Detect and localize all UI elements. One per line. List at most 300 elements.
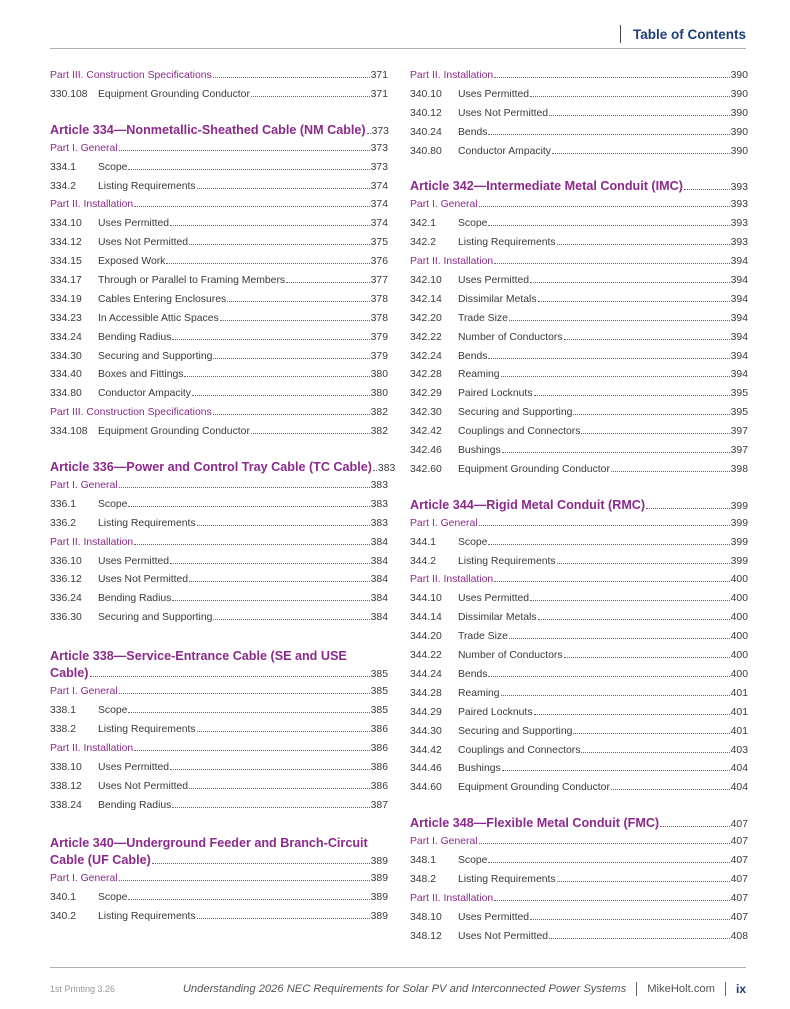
section-number: 340.1 bbox=[50, 892, 77, 904]
page-number-ref: 379 bbox=[370, 350, 388, 362]
entry-title: Conductor Ampacity bbox=[458, 145, 551, 157]
dot-leader bbox=[501, 695, 730, 696]
section-number: 340.12 bbox=[410, 107, 442, 119]
toc-entry[interactable] bbox=[410, 426, 748, 445]
toc-entry[interactable] bbox=[50, 762, 388, 781]
section-number: 344.60 bbox=[410, 782, 442, 794]
entry-title: Bends bbox=[458, 350, 488, 362]
page-number-ref: 377 bbox=[370, 275, 388, 287]
toc-part-entry[interactable] bbox=[50, 537, 388, 556]
toc-part-entry[interactable] bbox=[410, 518, 748, 537]
page-number-ref: 389 bbox=[370, 892, 388, 904]
dot-leader bbox=[134, 544, 369, 545]
toc-entry[interactable] bbox=[410, 688, 748, 707]
page-number-ref: 373 bbox=[371, 125, 389, 137]
toc-entry[interactable] bbox=[50, 556, 388, 575]
section-number: 342.14 bbox=[410, 293, 442, 305]
toc-entry[interactable] bbox=[410, 612, 748, 631]
toc-entry[interactable] bbox=[50, 593, 388, 612]
section-number: 334.40 bbox=[50, 369, 82, 381]
entry-title: Equipment Grounding Conductor bbox=[98, 426, 250, 438]
dot-leader bbox=[184, 376, 369, 377]
page-number-ref: 387 bbox=[370, 799, 388, 811]
entry-title: Listing Requirements bbox=[98, 517, 196, 529]
section-number: 342.24 bbox=[410, 350, 442, 362]
entry-title: Part I. General bbox=[410, 836, 478, 848]
entry-title: Dissimilar Metals bbox=[458, 293, 537, 305]
page-number-ref: 383 bbox=[370, 498, 388, 510]
header-rule bbox=[50, 48, 746, 49]
toc-entry[interactable] bbox=[50, 892, 388, 911]
dot-leader bbox=[119, 693, 370, 694]
toc-entry[interactable] bbox=[410, 669, 748, 688]
toc-entry[interactable] bbox=[50, 313, 388, 332]
dot-leader bbox=[172, 807, 369, 808]
toc-entry[interactable] bbox=[410, 745, 748, 764]
entry-title: Part II. Installation bbox=[50, 742, 134, 754]
page-number-ref: 378 bbox=[370, 312, 388, 324]
dot-leader bbox=[479, 843, 730, 844]
toc-entry[interactable] bbox=[50, 275, 388, 294]
toc-entry[interactable] bbox=[410, 127, 748, 146]
page-number-ref: 404 bbox=[730, 782, 748, 794]
dot-leader bbox=[611, 789, 730, 790]
toc-entry[interactable] bbox=[50, 256, 388, 275]
entry-title: Part II. Installation bbox=[410, 70, 494, 81]
toc-article-entry[interactable] bbox=[410, 498, 748, 518]
entry-title: Scope bbox=[98, 498, 128, 510]
dot-leader bbox=[581, 752, 729, 753]
page-number-ref: 398 bbox=[730, 463, 748, 475]
page-number-ref: 386 bbox=[370, 761, 388, 773]
section-number: 344.10 bbox=[410, 593, 442, 605]
dot-leader bbox=[530, 600, 730, 601]
page-number-ref: 400 bbox=[730, 612, 748, 624]
page-number-ref: 373 bbox=[370, 142, 388, 154]
toc-entry[interactable] bbox=[410, 537, 748, 556]
dot-leader bbox=[494, 77, 729, 78]
entry-title: Uses Not Permitted bbox=[458, 107, 549, 119]
entry-title: Reaming bbox=[458, 687, 500, 699]
entry-title: Scope bbox=[98, 705, 128, 717]
toc-entry[interactable] bbox=[410, 593, 748, 612]
toc-entry[interactable] bbox=[410, 763, 748, 782]
section-number: 340.80 bbox=[410, 145, 442, 157]
dot-leader bbox=[197, 188, 370, 189]
dot-leader bbox=[494, 581, 729, 582]
entry-title: Uses Permitted bbox=[458, 911, 530, 923]
toc-entry[interactable] bbox=[410, 726, 748, 745]
page-number-ref: 394 bbox=[730, 275, 748, 287]
toc-entry[interactable] bbox=[410, 874, 748, 893]
toc-entry[interactable] bbox=[410, 369, 748, 388]
entry-title: Paired Locknuts bbox=[458, 388, 533, 400]
page-header bbox=[620, 24, 746, 44]
entry-title: Bends bbox=[458, 668, 488, 680]
page-number-ref: 376 bbox=[370, 256, 388, 268]
toc-entry[interactable] bbox=[410, 407, 748, 426]
toc-part-entry[interactable] bbox=[410, 893, 748, 912]
page-number-ref: 386 bbox=[370, 723, 388, 735]
dot-leader bbox=[573, 733, 729, 734]
section-number: 334.1 bbox=[50, 161, 77, 173]
page-number-ref: 379 bbox=[370, 331, 388, 343]
toc-entry[interactable] bbox=[410, 218, 748, 237]
toc-entry[interactable] bbox=[410, 108, 748, 127]
page-number-ref: 386 bbox=[370, 780, 388, 792]
section-number: 342.1 bbox=[410, 218, 437, 230]
page-number-ref: 407 bbox=[730, 819, 748, 831]
toc-entry[interactable] bbox=[410, 237, 748, 256]
toc-entry[interactable] bbox=[50, 89, 388, 108]
section-number: 342.60 bbox=[410, 463, 442, 475]
dot-leader bbox=[538, 619, 730, 620]
section-number: 344.28 bbox=[410, 687, 442, 699]
section-number: 336.2 bbox=[50, 517, 77, 529]
toc-entry[interactable] bbox=[50, 332, 388, 351]
dot-leader bbox=[479, 206, 730, 207]
section-number: 344.42 bbox=[410, 744, 442, 756]
section-number: 340.24 bbox=[410, 126, 442, 138]
dot-leader bbox=[479, 525, 730, 526]
footer-divider bbox=[636, 982, 637, 996]
section-number: 334.23 bbox=[50, 312, 82, 324]
toc-entry[interactable] bbox=[50, 518, 388, 537]
section-number: 348.1 bbox=[410, 855, 437, 867]
dot-leader bbox=[189, 244, 370, 245]
section-gap bbox=[410, 483, 748, 498]
toc-entry[interactable] bbox=[410, 313, 748, 332]
article-heading-line: Article 338—Service-Entrance Cable (SE and USE bbox=[50, 649, 347, 664]
section-number: 344.30 bbox=[410, 725, 442, 737]
dot-leader bbox=[530, 282, 730, 283]
section-number: 336.1 bbox=[50, 498, 77, 510]
toc-entry[interactable] bbox=[410, 464, 748, 483]
toc-article-entry[interactable] bbox=[410, 179, 748, 199]
page-number-ref: 407 bbox=[730, 873, 748, 885]
toc-part-entry[interactable] bbox=[410, 836, 748, 855]
entry-title: Equipment Grounding Conductor bbox=[458, 463, 610, 475]
entry-title: Listing Requirements bbox=[458, 873, 556, 885]
section-number: 348.2 bbox=[410, 873, 437, 885]
page-number-ref: 385 bbox=[370, 686, 388, 698]
dot-leader bbox=[573, 414, 729, 415]
toc-entry[interactable] bbox=[50, 499, 388, 518]
entry-title: Listing Requirements bbox=[458, 237, 556, 249]
entry-title: Part II. Installation bbox=[410, 256, 494, 268]
entry-title: Uses Permitted bbox=[458, 593, 530, 605]
toc-article-entry[interactable] bbox=[50, 853, 388, 873]
page-number-ref: 375 bbox=[370, 237, 388, 249]
page-number-ref: 384 bbox=[370, 612, 388, 624]
page-number-ref: 385 bbox=[370, 669, 388, 681]
website-link[interactable]: MikeHolt.com bbox=[647, 983, 715, 995]
toc-article-entry[interactable] bbox=[50, 123, 388, 143]
toc-entry[interactable] bbox=[50, 705, 388, 724]
entry-title: Part II. Installation bbox=[410, 892, 494, 904]
toc-entry[interactable] bbox=[410, 556, 748, 575]
page-number: ix bbox=[735, 982, 746, 996]
entry-title: Bushings bbox=[458, 763, 501, 775]
toc-part-entry[interactable] bbox=[50, 873, 388, 892]
entry-title: Securing and Supporting bbox=[458, 725, 573, 737]
toc-entry[interactable] bbox=[50, 781, 388, 800]
dot-leader bbox=[152, 863, 370, 864]
toc-entry[interactable] bbox=[410, 146, 748, 165]
section-number: 342.2 bbox=[410, 237, 437, 249]
page-number-ref: 401 bbox=[730, 687, 748, 699]
dot-leader bbox=[373, 470, 377, 471]
toc-article-entry[interactable] bbox=[410, 816, 748, 836]
toc-part-entry[interactable] bbox=[410, 574, 748, 593]
footer-divider bbox=[725, 982, 726, 996]
toc-entry[interactable] bbox=[410, 294, 748, 313]
dot-leader bbox=[581, 433, 729, 434]
dot-leader bbox=[502, 452, 730, 453]
toc-entry[interactable] bbox=[50, 574, 388, 593]
page-number-ref: 393 bbox=[730, 218, 748, 230]
page-number-ref: 393 bbox=[730, 237, 748, 249]
section-gap bbox=[50, 445, 388, 460]
page-number-ref: 389 bbox=[370, 873, 388, 885]
toc-entry[interactable] bbox=[50, 911, 388, 930]
dot-leader bbox=[494, 263, 729, 264]
entry-title: Uses Not Permitted bbox=[458, 930, 549, 942]
entry-title: Part I. General bbox=[410, 517, 478, 529]
toc-entry[interactable] bbox=[50, 388, 388, 407]
page-number-ref: 397 bbox=[730, 445, 748, 457]
dot-leader bbox=[170, 225, 370, 226]
toc-entry[interactable] bbox=[50, 237, 388, 256]
page-number-ref: 393 bbox=[730, 182, 748, 194]
entry-title: Bending Radius bbox=[98, 331, 172, 343]
toc-article-entry[interactable] bbox=[50, 666, 388, 686]
toc-part-entry[interactable] bbox=[50, 686, 388, 705]
entry-title: Uses Permitted bbox=[458, 275, 530, 287]
section-number: 344.29 bbox=[410, 706, 442, 718]
toc-entry[interactable] bbox=[50, 426, 388, 445]
page-number-ref: 404 bbox=[730, 763, 748, 775]
dot-leader bbox=[286, 282, 370, 283]
page-number-ref: 390 bbox=[730, 145, 748, 157]
toc-part-entry[interactable] bbox=[50, 480, 388, 499]
dot-leader bbox=[119, 880, 370, 881]
dot-leader bbox=[488, 676, 729, 677]
page-number-ref: 371 bbox=[370, 70, 388, 81]
toc-left-column bbox=[50, 70, 396, 930]
dot-leader bbox=[549, 938, 730, 939]
toc-entry[interactable] bbox=[410, 275, 748, 294]
toc-part-entry[interactable] bbox=[410, 256, 748, 275]
section-number: 348.12 bbox=[410, 930, 442, 942]
dot-leader bbox=[251, 96, 370, 97]
page-number-ref: 400 bbox=[730, 574, 748, 586]
entry-title: Bending Radius bbox=[98, 593, 172, 605]
page-number-ref: 380 bbox=[370, 388, 388, 400]
toc-entry[interactable] bbox=[50, 612, 388, 631]
section-number: 338.1 bbox=[50, 705, 77, 717]
dot-leader bbox=[213, 619, 369, 620]
dot-leader bbox=[534, 395, 730, 396]
dot-leader bbox=[564, 657, 730, 658]
toc-entry[interactable] bbox=[50, 369, 388, 388]
page-footer bbox=[50, 980, 746, 998]
page-number-ref: 374 bbox=[370, 180, 388, 192]
toc-entry[interactable] bbox=[410, 912, 748, 931]
toc-entry[interactable] bbox=[410, 650, 748, 669]
dot-leader bbox=[119, 150, 370, 151]
section-number: 334.108 bbox=[50, 426, 88, 438]
toc-part-entry[interactable] bbox=[50, 143, 388, 162]
toc-entry[interactable] bbox=[50, 181, 388, 200]
page-number-ref: 383 bbox=[377, 463, 396, 475]
entry-title: Part III. Construction Specifications bbox=[50, 407, 212, 419]
entry-title: Part I. General bbox=[50, 686, 118, 698]
page-number-ref: 400 bbox=[730, 593, 748, 605]
entry-title: In Accessible Attic Spaces bbox=[98, 312, 219, 324]
entry-title: Part I. General bbox=[50, 873, 118, 885]
entry-title: Uses Not Permitted bbox=[98, 237, 189, 249]
section-number: 330.108 bbox=[50, 88, 88, 100]
dot-leader bbox=[170, 563, 370, 564]
toc-entry[interactable] bbox=[410, 855, 748, 874]
dot-leader bbox=[488, 134, 729, 135]
dot-leader bbox=[172, 600, 369, 601]
page-number-ref: 395 bbox=[730, 388, 748, 400]
entry-title: Reaming bbox=[458, 369, 500, 381]
entry-title: Uses Permitted bbox=[458, 88, 530, 100]
article-heading-line: Article 340—Underground Feeder and Branch-Circuit bbox=[50, 836, 368, 851]
toc-part-entry[interactable] bbox=[50, 743, 388, 762]
dot-leader bbox=[134, 206, 369, 207]
page-number-ref: 394 bbox=[730, 256, 748, 268]
entry-title: Part I. General bbox=[50, 142, 118, 154]
page-number-ref: 386 bbox=[370, 742, 388, 754]
dot-leader bbox=[501, 376, 730, 377]
dot-leader bbox=[213, 77, 370, 78]
entry-title: Bending Radius bbox=[98, 799, 172, 811]
page-number-ref: 400 bbox=[730, 668, 748, 680]
dot-leader bbox=[213, 414, 370, 415]
dot-leader bbox=[488, 544, 729, 545]
entry-title: Listing Requirements bbox=[98, 723, 196, 735]
section-gap bbox=[50, 108, 388, 123]
section-number: 336.12 bbox=[50, 574, 82, 586]
section-gap bbox=[50, 631, 388, 646]
toc-entry[interactable] bbox=[50, 162, 388, 181]
section-number: 334.30 bbox=[50, 350, 82, 362]
section-number: 342.20 bbox=[410, 312, 442, 324]
dot-leader bbox=[534, 714, 730, 715]
toc-entry[interactable] bbox=[50, 800, 388, 819]
entry-title: Article 348—Flexible Metal Conduit (FMC) bbox=[410, 816, 660, 831]
section-number: 342.22 bbox=[410, 331, 442, 343]
entry-title: Uses Not Permitted bbox=[98, 574, 189, 586]
entry-title: Cable) bbox=[50, 666, 89, 681]
entry-title: Part I. General bbox=[50, 480, 118, 492]
entry-title: Dissimilar Metals bbox=[458, 612, 537, 624]
toc-entry[interactable] bbox=[50, 351, 388, 370]
section-number: 336.24 bbox=[50, 593, 82, 605]
toc-article-entry[interactable] bbox=[50, 460, 396, 480]
entry-title: Listing Requirements bbox=[98, 911, 196, 923]
section-number: 334.24 bbox=[50, 331, 82, 343]
section-number: 334.10 bbox=[50, 218, 82, 230]
section-number: 338.2 bbox=[50, 723, 77, 735]
section-number: 342.30 bbox=[410, 407, 442, 419]
entry-title: Scope bbox=[458, 218, 488, 230]
section-number: 336.10 bbox=[50, 555, 82, 567]
dot-leader bbox=[660, 826, 730, 827]
toc-entry[interactable] bbox=[410, 782, 748, 801]
toc-entry[interactable] bbox=[410, 631, 748, 650]
page-number-ref: 394 bbox=[730, 293, 748, 305]
page-number-ref: 384 bbox=[370, 574, 388, 586]
page-number-ref: 384 bbox=[370, 593, 388, 605]
dot-leader bbox=[549, 115, 730, 116]
toc-entry[interactable] bbox=[410, 351, 748, 370]
toc-entry[interactable] bbox=[410, 445, 748, 464]
entry-title: Part II. Installation bbox=[410, 574, 494, 586]
page-number-ref: 394 bbox=[730, 350, 748, 362]
page-number-ref: 393 bbox=[730, 199, 748, 211]
section-number: 336.30 bbox=[50, 612, 82, 624]
page-number-ref: 408 bbox=[730, 930, 748, 942]
page-number-ref: 380 bbox=[370, 369, 388, 381]
toc-entry[interactable] bbox=[50, 724, 388, 743]
page-number-ref: 394 bbox=[730, 369, 748, 381]
entry-title: Scope bbox=[458, 536, 488, 548]
toc-entry[interactable] bbox=[410, 89, 748, 108]
page-number-ref: 395 bbox=[730, 407, 748, 419]
page-number-ref: 397 bbox=[730, 426, 748, 438]
toc-part-entry[interactable] bbox=[50, 70, 388, 89]
section-number: 338.24 bbox=[50, 799, 82, 811]
dot-leader bbox=[172, 339, 369, 340]
dot-leader bbox=[684, 189, 730, 190]
entry-title: Couplings and Connectors bbox=[458, 426, 581, 438]
entry-title: Listing Requirements bbox=[98, 180, 196, 192]
printing-note: 1st Printing 3.26 bbox=[50, 984, 116, 994]
toc-part-entry[interactable] bbox=[50, 199, 388, 218]
dot-leader bbox=[170, 769, 370, 770]
section-number: 334.19 bbox=[50, 293, 82, 305]
toc-entry[interactable] bbox=[410, 388, 748, 407]
dot-leader bbox=[197, 918, 370, 919]
section-number: 344.14 bbox=[410, 612, 442, 624]
toc-part-entry[interactable] bbox=[410, 70, 748, 89]
toc-entry[interactable] bbox=[410, 332, 748, 351]
entry-title: Article 334—Nonmetallic-Sheathed Cable (NM Cable) bbox=[50, 122, 366, 137]
dot-leader bbox=[502, 770, 730, 771]
entry-title: Article 344—Rigid Metal Conduit (RMC) bbox=[410, 497, 646, 512]
toc-part-entry[interactable] bbox=[50, 407, 388, 426]
page-number-ref: 401 bbox=[730, 725, 748, 737]
entry-title: Equipment Grounding Conductor bbox=[458, 782, 610, 794]
toc-entry[interactable] bbox=[410, 931, 748, 950]
toc-entry[interactable] bbox=[410, 707, 748, 726]
dot-leader bbox=[538, 301, 730, 302]
toc-entry[interactable] bbox=[50, 218, 388, 237]
toc-entry[interactable] bbox=[50, 294, 388, 313]
entry-title: Trade Size bbox=[458, 312, 508, 324]
dot-leader bbox=[488, 358, 729, 359]
page-number-ref: 374 bbox=[370, 218, 388, 230]
section-gap bbox=[50, 818, 388, 833]
entry-title: Part II. Installation bbox=[50, 199, 134, 211]
dot-leader bbox=[564, 339, 730, 340]
toc-part-entry[interactable] bbox=[410, 199, 748, 218]
